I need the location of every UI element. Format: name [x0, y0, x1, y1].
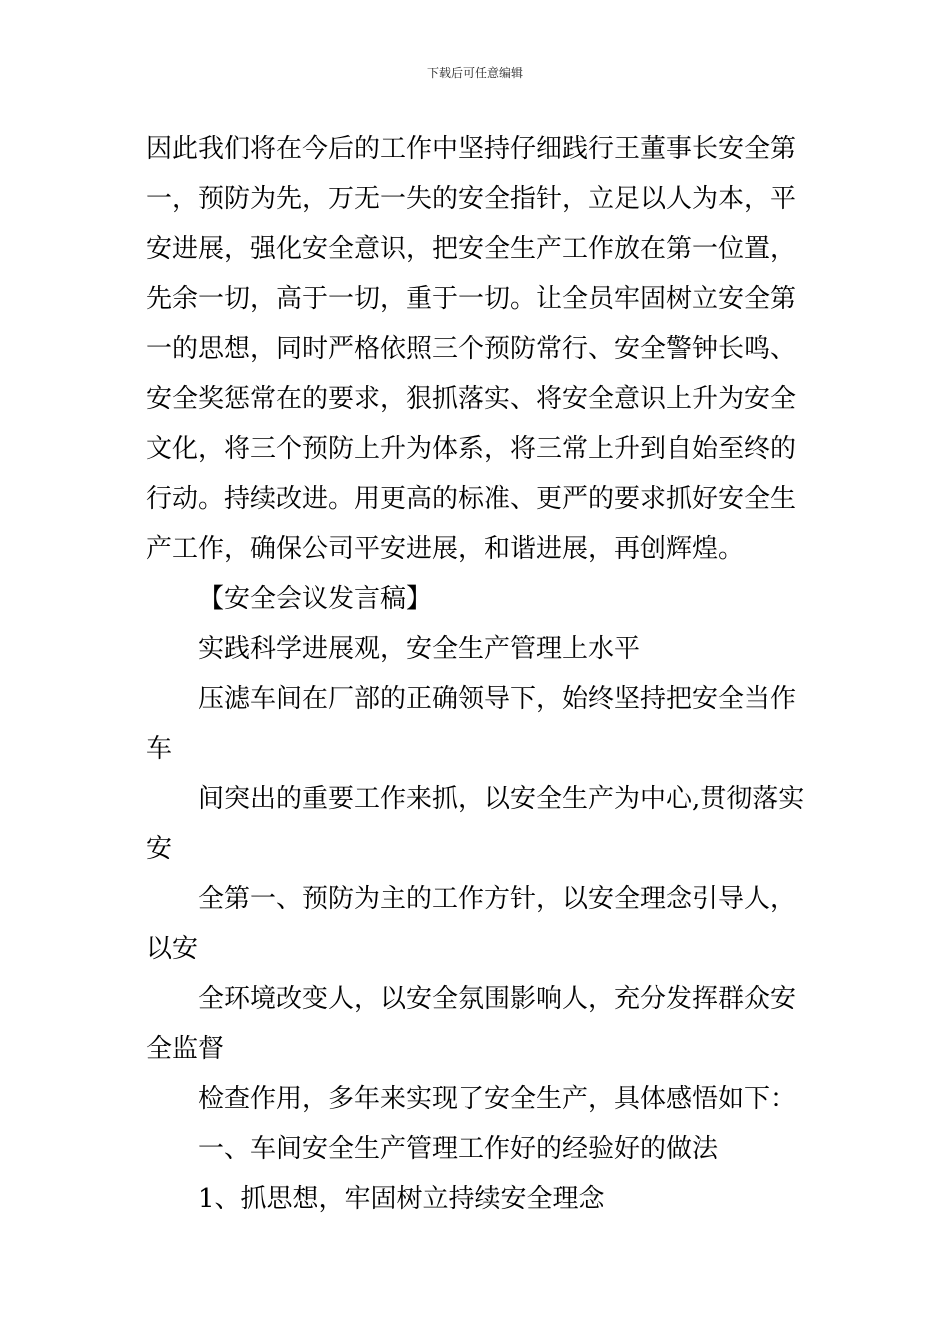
- paragraph-line: 因此我们将在今后的工作中坚持仔细践行王董事长安全第: [146, 134, 797, 164]
- paragraph-line: 实践科学进展观，安全生产管理上水平: [198, 634, 641, 664]
- paragraph-line: 【安全会议发言稿】: [198, 584, 433, 614]
- paragraph-line: 先余一切，高于一切，重于一切。让全员牢固树立安全第: [146, 284, 797, 314]
- paragraph-line: 以安: [146, 934, 199, 964]
- paragraph-line: 全第一、预防为主的工作方针，以安全理念引导人，: [198, 884, 797, 914]
- paragraph-line: 全环境改变人，以安全氛围影响人，充分发挥群众安: [198, 984, 797, 1014]
- paragraph-line: 全监督: [146, 1034, 225, 1064]
- paragraph-line: 间突出的重要工作来抓，以安全生产为中心,贯彻落实: [198, 784, 805, 814]
- paragraph-line: 压滤车间在厂部的正确领导下，始终坚持把安全当作: [198, 684, 797, 714]
- paragraph-line: 一的思想，同时严格依照三个预防常行、安全警钟长鸣、: [146, 334, 797, 364]
- paragraph-line: 车: [146, 734, 173, 764]
- paragraph-line: 1、抓思想，牢固树立持续安全理念: [198, 1184, 605, 1214]
- paragraph-line: 文化，将三个预防上升为体系，将三常上升到自始至终的: [146, 434, 797, 464]
- paragraph-line: 检查作用，多年来实现了安全生产，具体感悟如下：: [198, 1084, 797, 1114]
- paragraph-line: 一、车间安全生产管理工作好的经验好的做法: [198, 1134, 719, 1164]
- paragraph-line: 产工作，确保公司平安进展，和谐进展，再创辉煌。: [146, 534, 745, 564]
- page-header: 下载后可任意编辑: [426, 66, 523, 80]
- paragraph-line: 一，预防为先，万无一失的安全指针，立足以人为本，平: [146, 184, 797, 214]
- paragraph-line: 安全奖惩常在的要求，狠抓落实、将安全意识上升为安全: [146, 384, 797, 414]
- paragraph-line: 行动。持续改进。用更高的标准、更严的要求抓好安全生: [146, 484, 797, 514]
- paragraph-line: 安进展，强化安全意识，把安全生产工作放在第一位置，: [146, 234, 797, 264]
- paragraph-line: 安: [146, 834, 173, 864]
